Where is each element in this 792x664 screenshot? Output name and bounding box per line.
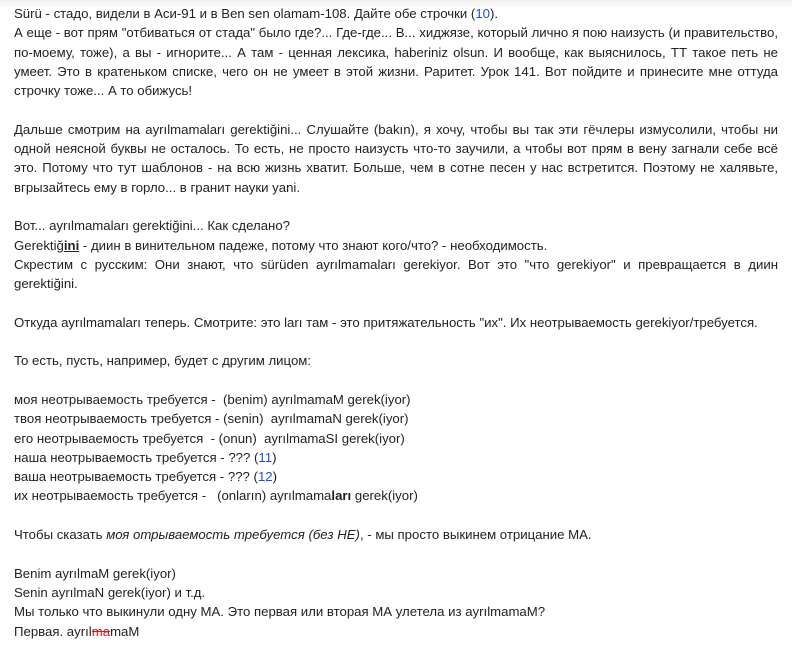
closing-struck-line bbox=[14, 622, 778, 641]
list-item-suffix: gerek(iyor) bbox=[351, 488, 418, 504]
spacer-6 bbox=[14, 506, 778, 525]
list-item: твоя неотрываемость требуется - (senin) ayrılmamaN gerek(iyor) bbox=[14, 411, 409, 427]
spacer-2 bbox=[14, 197, 778, 216]
emphasis-ni: ni bbox=[67, 237, 80, 253]
list-item-prefix: их неотрываемость требуется - (onların) ayrılmama bbox=[14, 488, 332, 504]
paragraph-5: То есть, пусть, например, будет с другим лицом: bbox=[14, 353, 312, 369]
closing-suffix: , - мы просто выкинем отрицание МА. bbox=[359, 527, 592, 543]
list-item: моя неотрываемость требуется - (benim) ayrılmamaM gerek(iyor) bbox=[14, 391, 411, 407]
paragraph-intro-line bbox=[14, 4, 778, 23]
list-item-suffix: ) bbox=[272, 449, 277, 465]
list-item-suffix: ) bbox=[272, 469, 278, 485]
closing-line: Senin ayrılmaN gerek(iyor) и т.д. bbox=[14, 584, 206, 600]
spacer-5 bbox=[14, 371, 778, 390]
spacer-1 bbox=[14, 100, 778, 119]
spacer-7 bbox=[14, 544, 778, 563]
paragraph-3-line-3: Скрестим с русским: Они знают, что sürüden ayrılmamaları gerekiyor. Вот это "что gerekiyor" и превращается в диин gerektiğini. bbox=[14, 256, 778, 292]
closing-italic-line bbox=[14, 525, 778, 544]
gerektig-suffix: - диин в винительном падеже, потому что знают кого/что? - необходимость. bbox=[79, 237, 548, 253]
list-item-prefix: ваша неотрываемость требуется - ??? ( bbox=[14, 469, 258, 485]
paragraph-4: Откуда ayrılmamaları теперь. Смотрите: это ları там - это притяжательность "их". Их неотрываемость gerekiyor/требуется. bbox=[14, 314, 758, 330]
list-item bbox=[14, 448, 778, 467]
struck-suffix: maM bbox=[110, 623, 140, 639]
paragraph-3-line-2 bbox=[14, 236, 778, 255]
intro-text-after: ). bbox=[489, 6, 499, 21]
closing-prefix: Чтобы сказать bbox=[14, 527, 107, 543]
spacer-3 bbox=[14, 293, 778, 312]
reference-link-11[interactable]: 11 bbox=[258, 449, 273, 465]
paragraph-1: А еще - вот прям "отбиваться от стада" было где?... Где-где... В... хиджязе, который лично я пою наизусть (и правительство, по-моему, тоже), а вы - игнорите... А там - ценная лексика, haberiniz olsun. И вообще, как выяснилось, ТТ такое петь не умеет. Это в кратеньком списке, чего он не умеет в этой жизни. Раритет. Урок 141. Вот пойдите и принесите мне оттуда строчку тоже... А то обижусь! bbox=[14, 25, 778, 99]
spacer-4 bbox=[14, 332, 778, 351]
emphasis-i: i bbox=[63, 237, 68, 253]
emphasis-lari: ları bbox=[331, 488, 352, 504]
paragraph-2: Дальше смотрим на ayrılmamaları gerektiğini... Слушайте (bakın), я хочу, чтобы вы так эти гёчлеры измусолили, чтобы ни одной неясной буквы не осталось. То есть, не просто наизусть что-то заучили, а чтобы вот прям в вену загнали себе всё это. Потому что тут шаблонов - на всю жизнь хватит. Больше, чем в сотне песен у нас встретится. Поэтому не халявьте, вгрызайтесь ему в горло... в гранит науки yani. bbox=[14, 121, 778, 195]
closing-line: Benim ayrılmaM gerek(iyor) bbox=[14, 565, 176, 581]
reference-link-10[interactable]: 10 bbox=[475, 6, 490, 21]
intro-text-before: Sürü - стадо, видели в Аси-91 и в Ben sen olamam-108. Дайте обе строчки ( bbox=[14, 6, 476, 21]
struck-syllable: ma bbox=[91, 623, 111, 639]
reference-link-12[interactable]: 12 bbox=[257, 469, 273, 485]
list-item-prefix: наша неотрываемость требуется - ??? ( bbox=[14, 449, 259, 465]
closing-italic-phrase: моя отрываемость требуется (без НЕ) bbox=[106, 527, 360, 543]
paragraph-3-line-1: Вот... ayrılmamaları gerektiğini... Как сделано? bbox=[14, 218, 290, 234]
list-item bbox=[14, 467, 778, 486]
list-item: его неотрываемость требуется - (onun) ayrılmamaSI gerek(iyor) bbox=[14, 430, 405, 446]
closing-line: Мы только что выкинули одну МА. Это первая или вторая МА улетела из ayrılmamaM? bbox=[14, 604, 546, 620]
list-item bbox=[14, 486, 778, 505]
struck-prefix: Первая. ayrıl bbox=[14, 623, 92, 639]
gerektig-prefix: Gerektiğ bbox=[14, 237, 64, 253]
document-body bbox=[14, 4, 778, 641]
